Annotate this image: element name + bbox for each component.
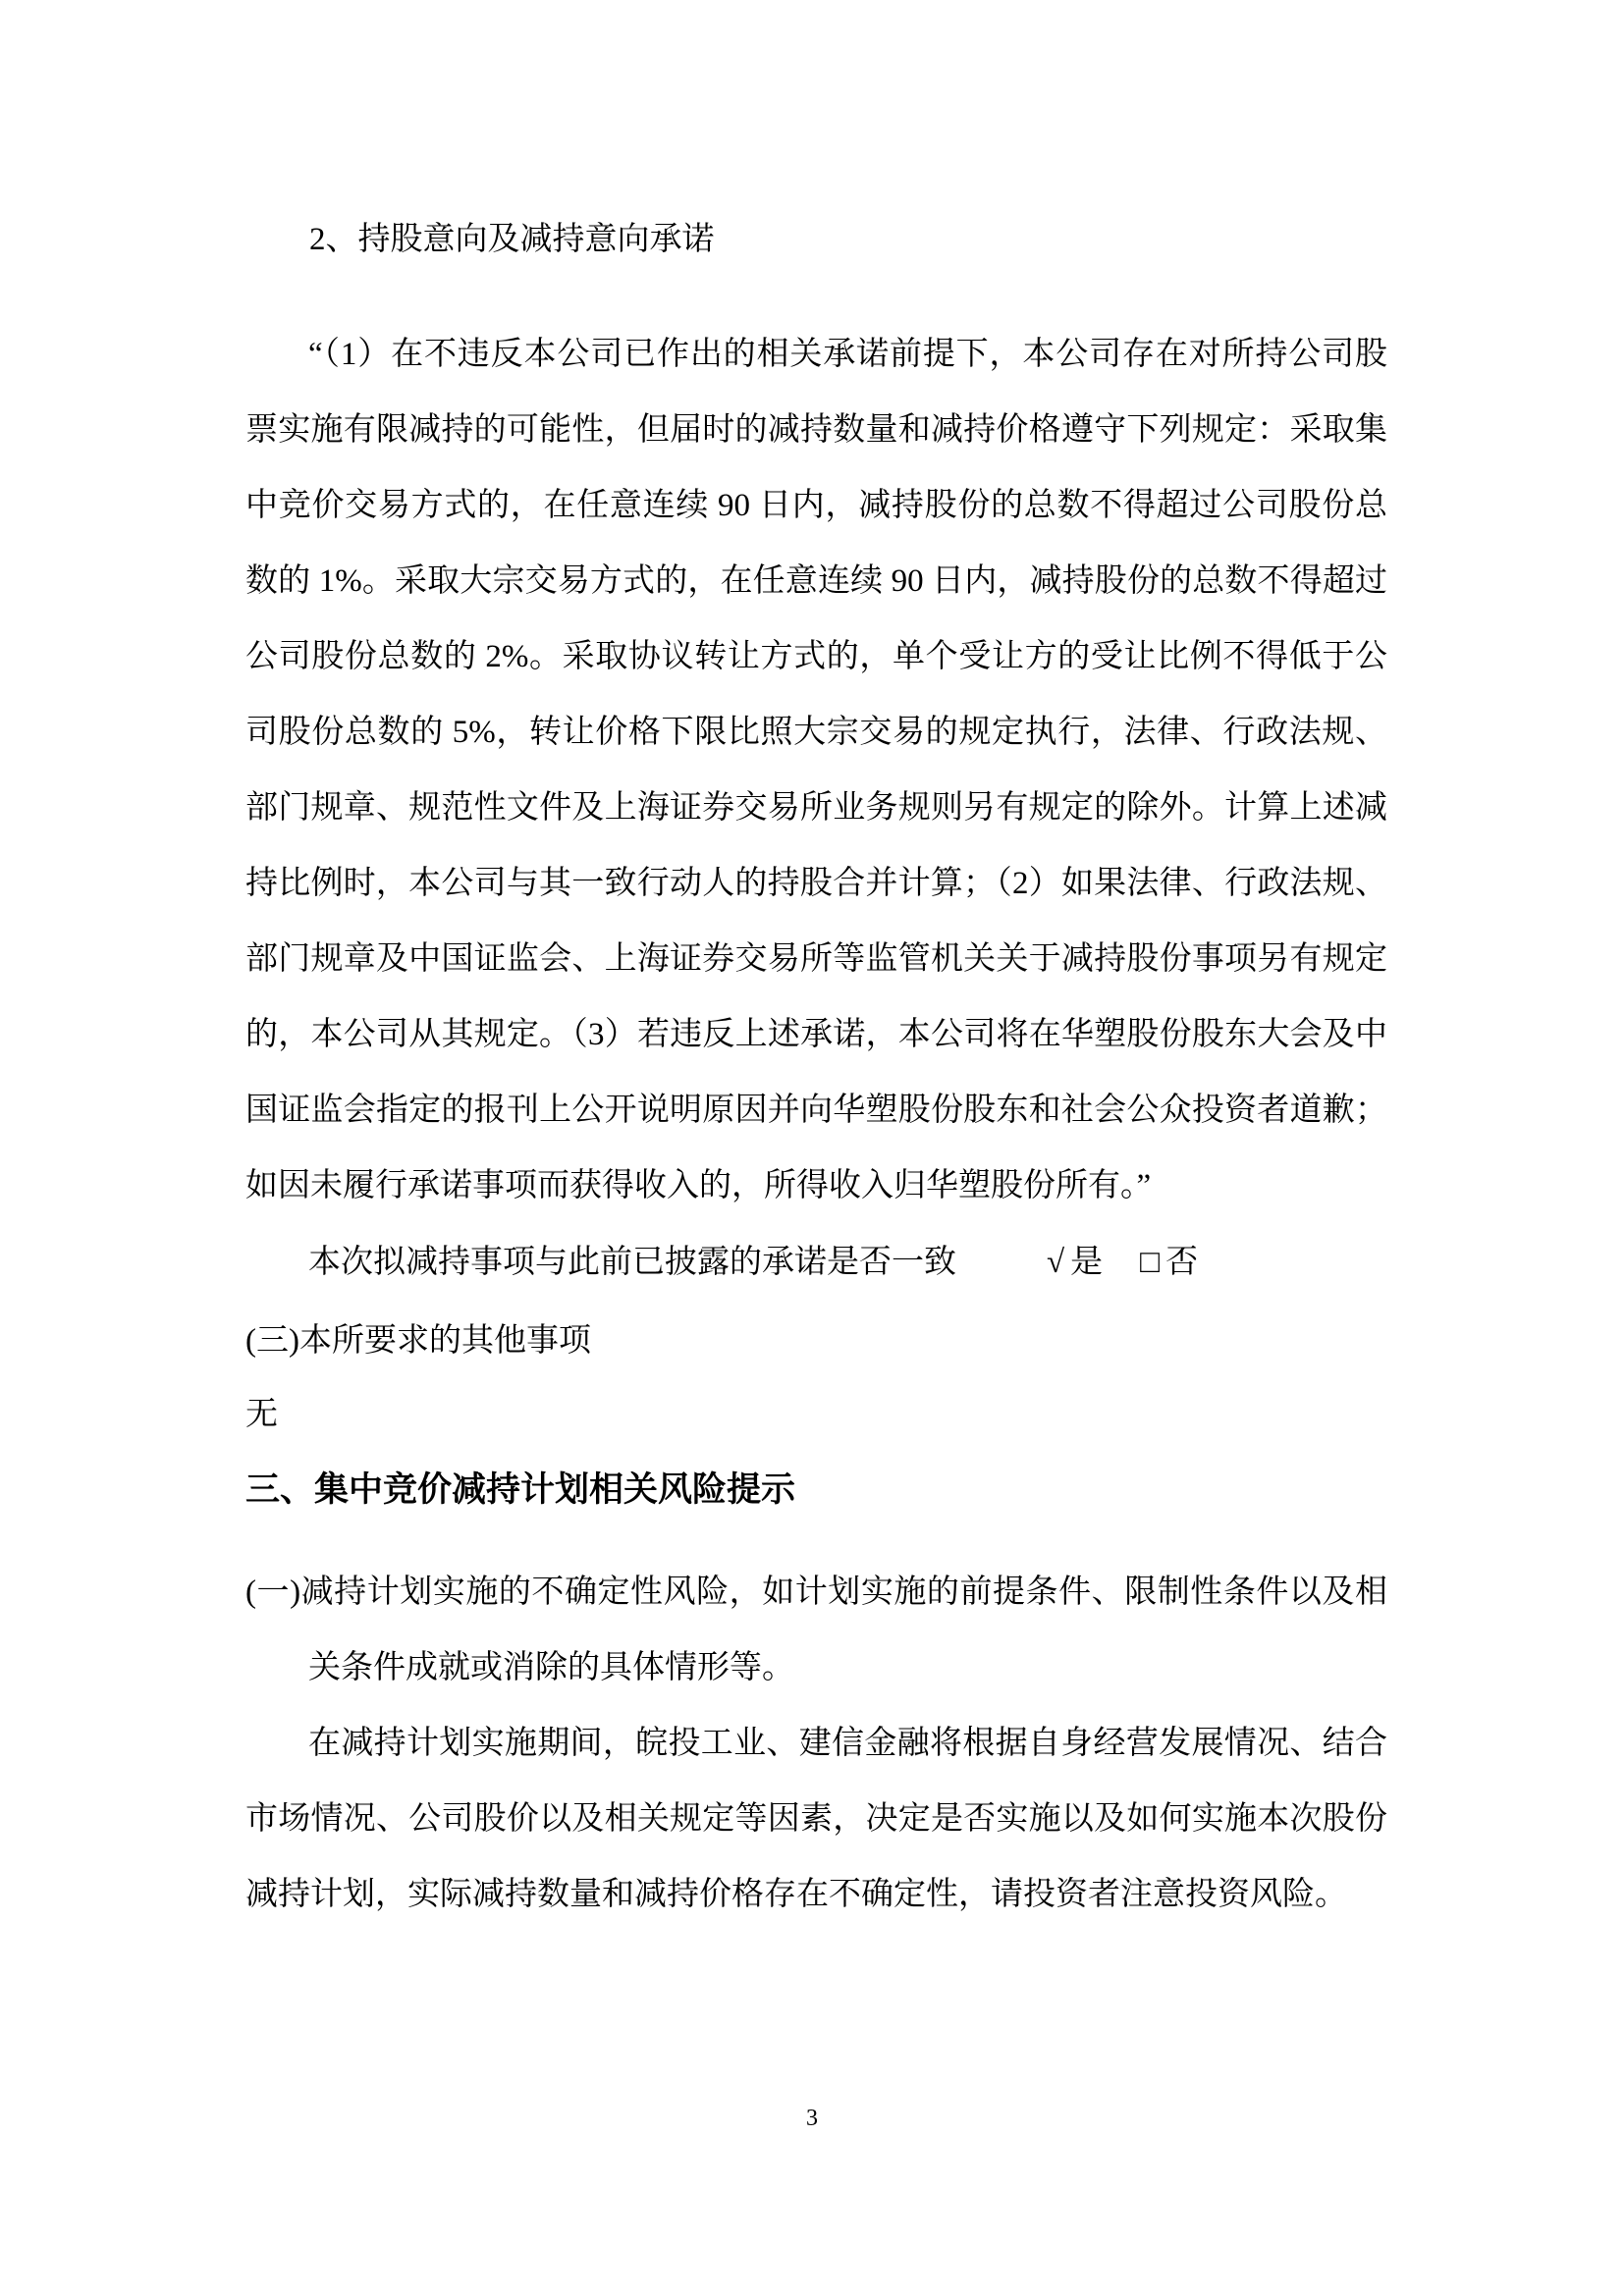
paragraph-line: 部门规章及中国证监会、上海证券交易所等监管机关关于减持股份事项另有规定 bbox=[245, 941, 1387, 977]
section-other-items-heading: (三)本所要求的其他事项 bbox=[245, 1323, 591, 1359]
risk-item-line: (一)减持计划实施的不确定性风险，如计划实施的前提条件、限制性条件以及相 bbox=[245, 1575, 1387, 1610]
paragraph-line: 如因未履行承诺事项而获得收入的，所得收入归华塑股份所有。” bbox=[245, 1168, 1152, 1203]
paragraph-line: 票实施有限减持的可能性，但届时的减持数量和减持价格遵守下列规定：采取集 bbox=[245, 412, 1387, 448]
page-number: 3 bbox=[806, 2106, 818, 2131]
risk-paragraph-line: 市场情况、公司股价以及相关规定等因素，决定是否实施以及如何实施本次股份 bbox=[245, 1801, 1387, 1837]
risk-item-line: 关条件成就或消除的具体情形等。 bbox=[308, 1650, 794, 1685]
paragraph-line: 司股份总数的 5%，转让价格下限比照大宗交易的规定执行，法律、行政法规、 bbox=[245, 715, 1387, 750]
paragraph-line: 持比例时，本公司与其一致行动人的持股合并计算；（2）如果法律、行政法规、 bbox=[245, 866, 1387, 901]
paragraph-line: 部门规章、规范性文件及上海证券交易所业务规则另有规定的除外。计算上述减 bbox=[245, 790, 1387, 826]
paragraph-line: 国证监会指定的报刊上公开说明原因并向华塑股份股东和社会公众投资者道歉； bbox=[245, 1093, 1387, 1128]
consistency-line bbox=[245, 1243, 1387, 1283]
paragraph-line: 公司股份总数的 2%。采取协议转让方式的，单个受让方的受让比例不得低于公 bbox=[245, 639, 1387, 674]
yes-label: 是 bbox=[1070, 1245, 1104, 1280]
risk-paragraph-line: 在减持计划实施期间，皖投工业、建信金融将根据自身经营发展情况、结合 bbox=[308, 1726, 1387, 1761]
paragraph-line: “（1）在不违反本公司已作出的相关承诺前提下，本公司存在对所持公司股 bbox=[308, 337, 1387, 372]
paragraph-line: 的，本公司从其规定。（3）若违反上述承诺，本公司将在华塑股份股东大会及中 bbox=[245, 1017, 1387, 1052]
none-text: 无 bbox=[245, 1397, 278, 1432]
no-label: 否 bbox=[1165, 1245, 1199, 1280]
section3-heading: 三、集中竞价减持计划相关风险提示 bbox=[245, 1470, 796, 1509]
paragraph-line: 中竞价交易方式的，在任意连续 90 日内，减持股份的总数不得超过公司股份总 bbox=[245, 488, 1387, 523]
no-checkbox-icon: □ bbox=[1140, 1245, 1161, 1280]
paragraph-line: 数的 1%。采取大宗交易方式的，在任意连续 90 日内，减持股份的总数不得超过 bbox=[245, 563, 1387, 599]
section2-heading: 2、持股意向及减持意向承诺 bbox=[309, 222, 715, 257]
risk-paragraph-line: 减持计划，实际减持数量和减持价格存在不确定性，请投资者注意投资风险。 bbox=[245, 1877, 1347, 1912]
yes-checkmark-icon: √ bbox=[1047, 1245, 1065, 1280]
consistency-question: 本次拟减持事项与此前已披露的承诺是否一致 bbox=[308, 1245, 956, 1280]
